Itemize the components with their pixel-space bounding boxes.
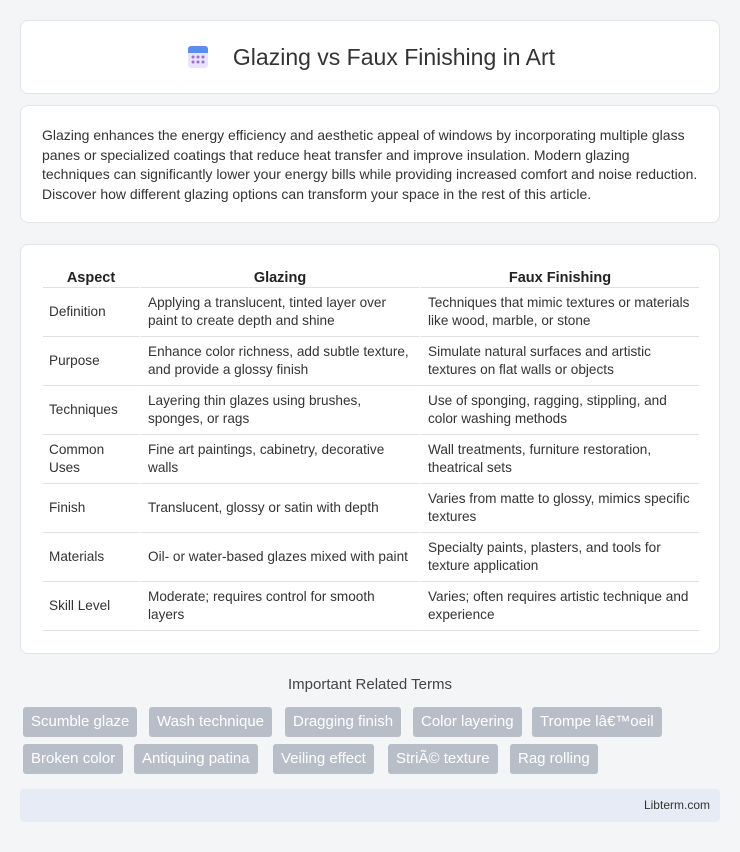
- footer: [20, 789, 720, 822]
- row-glazing: Oil- or water-based glazes mixed with paint: [139, 533, 419, 582]
- tag-veiling-effect[interactable]: Veiling effect: [273, 744, 374, 774]
- row-glazing: Translucent, glossy or satin with depth: [139, 484, 419, 533]
- row-glazing: Applying a translucent, tinted layer over paint to create depth and shine: [139, 288, 419, 337]
- comparison-table-card: [20, 244, 720, 654]
- row-aspect: Materials: [43, 533, 139, 582]
- row-faux: Varies from matte to glossy, mimics specific textures: [419, 484, 699, 533]
- table-row: [43, 386, 699, 435]
- row-faux: Varies; often requires artistic technique and experience: [419, 582, 699, 631]
- row-faux: Specialty paints, plasters, and tools for texture application: [419, 533, 699, 582]
- table-row: [43, 337, 699, 386]
- page-title: Glazing vs Faux Finishing in Art: [232, 43, 556, 70]
- tag-broken-color[interactable]: Broken color: [23, 744, 123, 774]
- header-aspect: Aspect: [43, 266, 139, 288]
- row-aspect: Common Uses: [43, 435, 139, 484]
- row-faux: Use of sponging, ragging, stippling, and color washing methods: [419, 386, 699, 435]
- tag-dragging-finish[interactable]: Dragging finish: [285, 707, 401, 737]
- intro-card: [20, 105, 720, 223]
- row-aspect: Techniques: [43, 386, 139, 435]
- title-card: [20, 20, 720, 94]
- row-faux: Techniques that mimic textures or materials like wood, marble, or stone: [419, 288, 699, 337]
- row-aspect: Definition: [43, 288, 139, 337]
- table-row: [43, 435, 699, 484]
- row-faux: Simulate natural surfaces and artistic textures on flat walls or objects: [419, 337, 699, 386]
- calculator-icon: [185, 44, 211, 70]
- intro-text: Glazing enhances the energy efficiency and aesthetic appeal of windows by incorporating multiple glass panes or specialized coatings that reduce heat transfer and improve insulation. Modern glazing techniques can significantly lower your energy bills while providing increased comfort and noise reduction. Discover how different glazing options can transform your space in the rest of this article.: [42, 127, 698, 202]
- tag-rag-rolling[interactable]: Rag rolling: [510, 744, 598, 774]
- row-glazing: Moderate; requires control for smooth layers: [139, 582, 419, 631]
- related-terms-title: Important Related Terms: [288, 676, 452, 693]
- tag-scumble-glaze[interactable]: Scumble glaze: [23, 707, 137, 737]
- row-glazing: Enhance color richness, add subtle texture, and provide a glossy finish: [139, 337, 419, 386]
- row-glazing: Layering thin glazes using brushes, sponges, or rags: [139, 386, 419, 435]
- tag-antiquing-patina[interactable]: Antiquing patina: [134, 744, 258, 774]
- table-row: [43, 582, 699, 631]
- table-row: [43, 484, 699, 533]
- tag-color-layering[interactable]: Color layering: [413, 707, 522, 737]
- table-header-row: [43, 266, 699, 288]
- comparison-table: [43, 266, 699, 631]
- row-glazing: Fine art paintings, cabinetry, decorative walls: [139, 435, 419, 484]
- header-glazing: Glazing: [139, 266, 419, 288]
- row-faux: Wall treatments, furniture restoration, theatrical sets: [419, 435, 699, 484]
- row-aspect: Finish: [43, 484, 139, 533]
- tag-trompe-loeil[interactable]: Trompe lâ€™oeil: [532, 707, 662, 737]
- tag-wash-technique[interactable]: Wash technique: [149, 707, 272, 737]
- table-row: [43, 288, 699, 337]
- header-faux-finishing: Faux Finishing: [419, 266, 699, 288]
- row-aspect: Purpose: [43, 337, 139, 386]
- row-aspect: Skill Level: [43, 582, 139, 631]
- table-row: [43, 533, 699, 582]
- tag-strie-texture[interactable]: StriÃ© texture: [388, 744, 498, 774]
- footer-site-link[interactable]: Libterm.com: [643, 798, 710, 812]
